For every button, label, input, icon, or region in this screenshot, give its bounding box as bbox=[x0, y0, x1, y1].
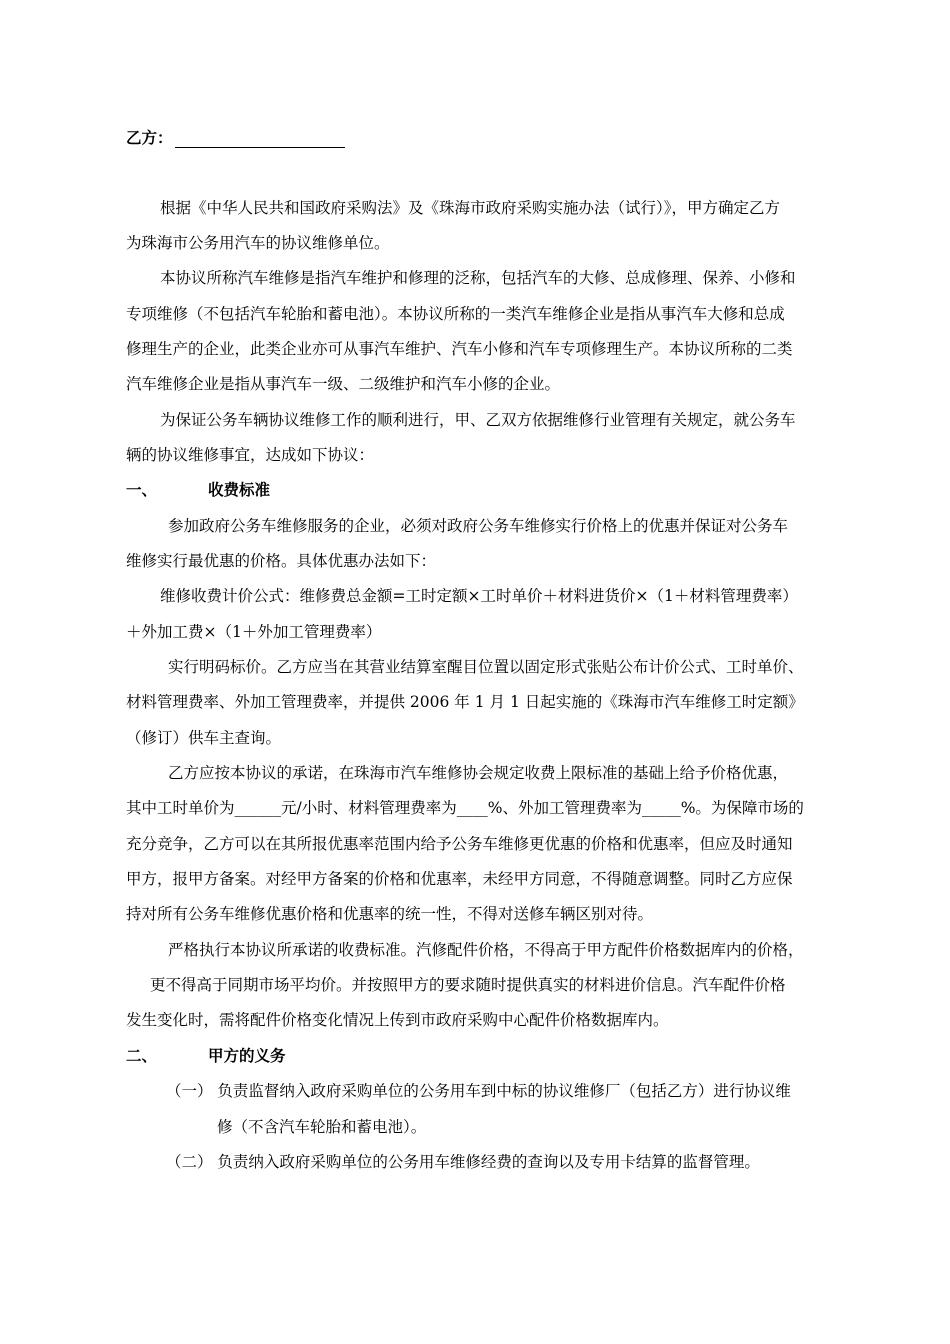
para-line: 实行明码标价。乙方应当在其营业结算室醒目位置以固定形式张贴公布计价公式、工时单价、 bbox=[168, 658, 804, 676]
para-line: 甲方，报甲方备案。对经甲方备案的价格和优惠率，未经甲方同意，不得随意调整。同时乙方应保 bbox=[126, 870, 793, 888]
party-b-label: 乙方： bbox=[126, 129, 173, 147]
para-line: 持对所有公务车维修优惠价格和优惠率的统一性，不得对送修车辆区别对待。 bbox=[126, 905, 654, 923]
para-line: （修订）供车主查询。 bbox=[126, 729, 282, 747]
para-line: 发生变化时，需将配件价格变化情况上传到市政府采购中心配件价格数据库内。 bbox=[126, 1011, 669, 1029]
list-item-line: （二） 负责纳入政府采购单位的公务用车维修经费的查询以及专用卡结算的监督管理。 bbox=[166, 1153, 760, 1171]
party-b-line bbox=[126, 128, 345, 148]
para-line: 参加政府公务车维修服务的企业，必须对政府公务车维修实行价格上的优惠并保证对公务车 bbox=[168, 517, 789, 535]
para-line: 维修实行最优惠的价格。具体优惠办法如下： bbox=[126, 552, 437, 570]
para-line: 乙方应按本协议的承诺，在珠海市汽车维修协会规定收费上限标准的基础上给予价格优惠， bbox=[168, 764, 789, 782]
para-line: 专项维修（不包括汽车轮胎和蓄电池）。本协议所称的一类汽车维修企业是指从事汽车大修和总成 bbox=[126, 305, 785, 323]
para-line: 其中工时单价为______元/小时、材料管理费率为____%、外加工管理费率为_____%。为保障市场的 bbox=[126, 799, 804, 817]
para-line: 严格执行本协议所承诺的收费标准。汽修配件价格，不得高于甲方配件价格数据库内的价格， bbox=[168, 941, 804, 959]
para-line: 辆的协议维修事宜，达成如下协议： bbox=[126, 446, 375, 464]
para-line: 本协议所称汽车维修是指汽车维护和修理的泛称，包括汽车的大修、总成修理、保养、小修和 bbox=[160, 269, 796, 287]
section-heading: 甲方的义务 bbox=[208, 1047, 286, 1065]
para-line: 汽车维修企业是指从事汽车一级、二级维护和汽车小修的企业。 bbox=[126, 375, 561, 393]
para-line: 充分竞争，乙方可以在其所报优惠率范围内给予公务车维修更优惠的价格和优惠率，但应及时通知 bbox=[126, 835, 793, 853]
formula-line: 维修收费计价公式：维修费总金额=工时定额×工时单价＋材料进货价×（1＋材料管理费率） bbox=[160, 587, 798, 605]
section-number: 二、 bbox=[126, 1047, 158, 1065]
party-b-blank bbox=[175, 129, 345, 148]
para-line: 更不得高于同期市场平均价。并按照甲方的要求随时提供真实的材料进价信息。汽车配件价格 bbox=[150, 976, 786, 994]
section-number: 一、 bbox=[126, 481, 158, 499]
para-line: 为保证公务车辆协议维修工作的顺利进行，甲、乙双方依据维修行业管理有关规定，就公务车 bbox=[160, 411, 796, 429]
section-heading: 收费标准 bbox=[208, 481, 271, 499]
para-line: 根据《中华人民共和国政府采购法》及《珠海市政府采购实施办法（试行）》，甲方确定乙方 bbox=[160, 199, 781, 217]
para-line: 修理生产的企业，此类企业亦可从事汽车维护、汽车小修和汽车专项修理生产。本协议所称的二类 bbox=[126, 340, 793, 358]
formula-line: ＋外加工费×（1＋外加工管理费率） bbox=[126, 623, 382, 641]
para-line: 材料管理费率、外加工管理费率，并提供 2006 年 1 月 1 日起实施的《珠海市汽车维修工时定额》 bbox=[126, 693, 804, 711]
para-line: 为珠海市公务用汽车的协议维修单位。 bbox=[126, 234, 390, 252]
list-item-line: 修（不含汽车轮胎和蓄电池）。 bbox=[217, 1118, 427, 1136]
list-item-line: （一） 负责监督纳入政府采购单位的公务用车到中标的协议维修厂（包括乙方）进行协议维 bbox=[166, 1082, 791, 1100]
